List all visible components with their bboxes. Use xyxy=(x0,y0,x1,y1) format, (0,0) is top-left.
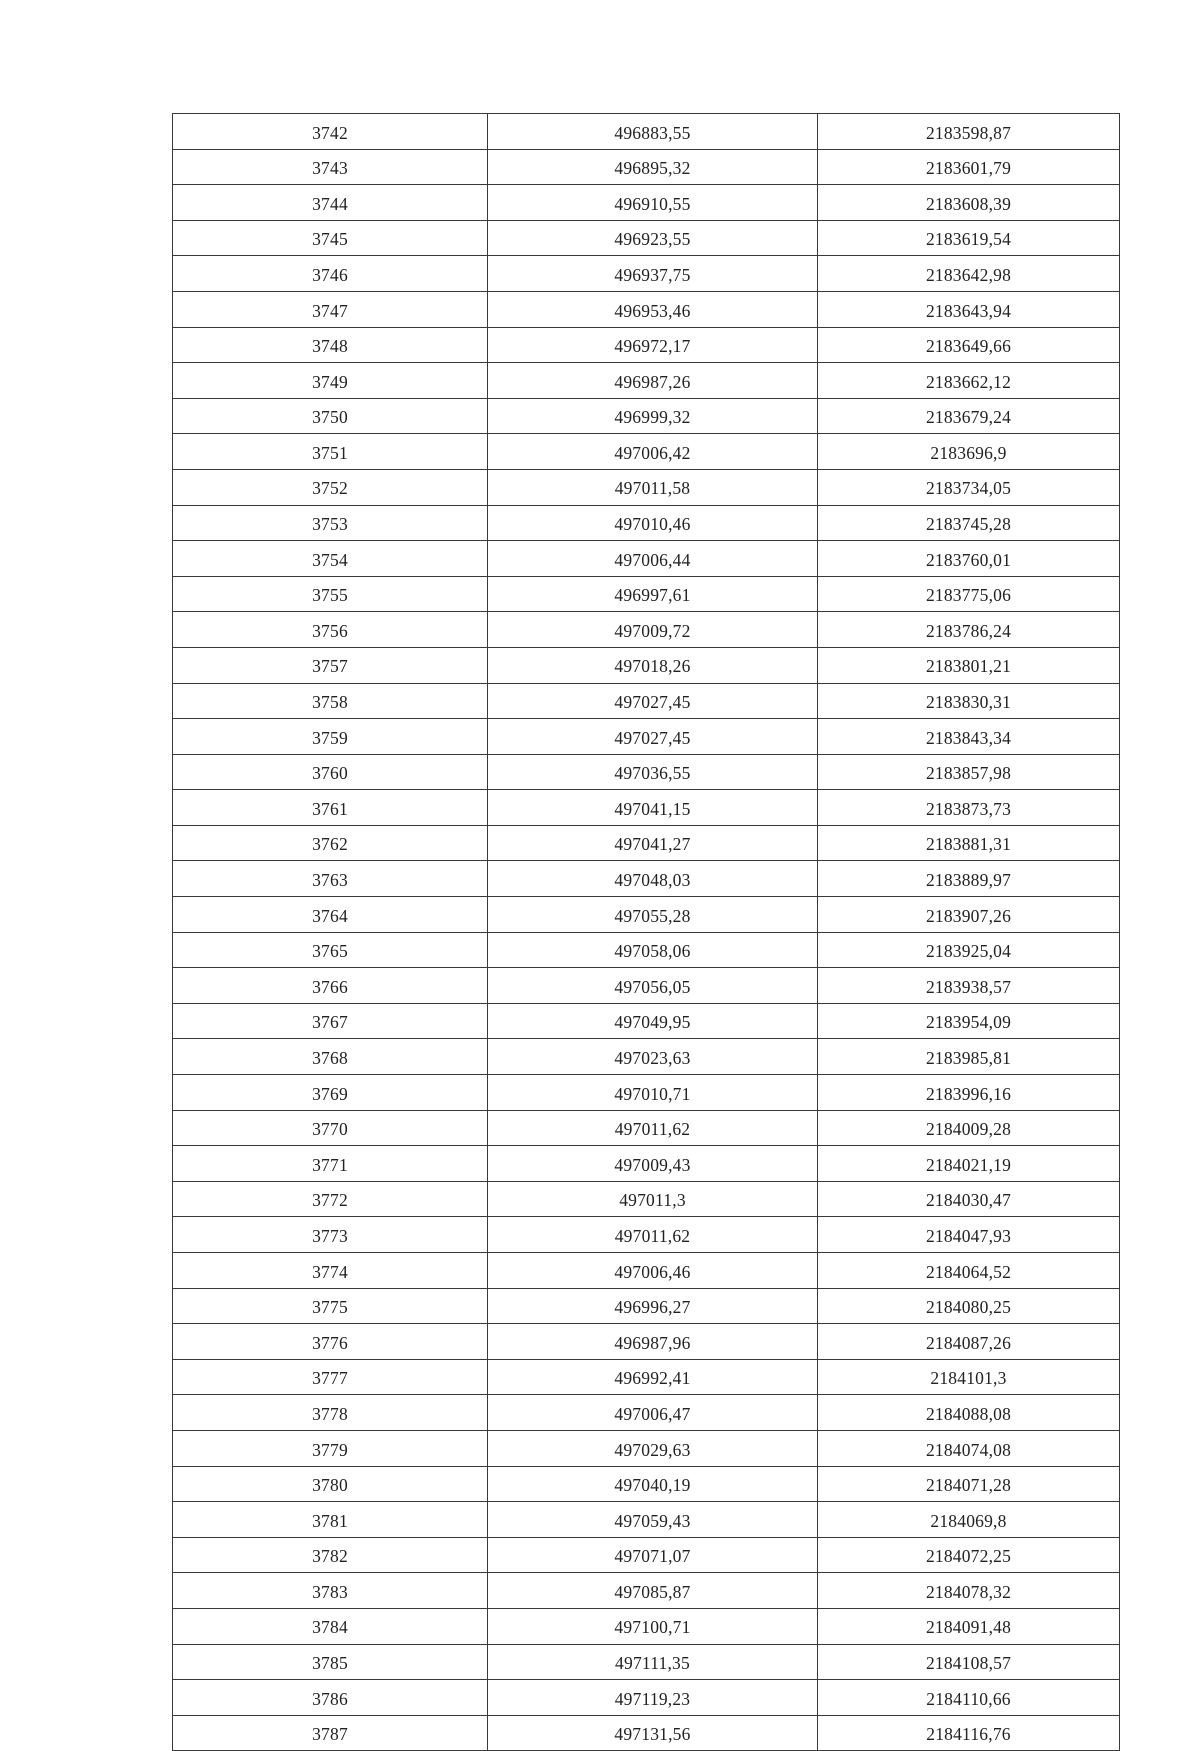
table-row xyxy=(173,1217,1120,1253)
table-row xyxy=(173,612,1120,648)
x-coordinate-cell: 497009,43 xyxy=(488,1146,818,1182)
y-coordinate-cell: 2184074,08 xyxy=(818,1430,1120,1466)
x-coordinate-cell: 497058,06 xyxy=(488,932,818,968)
point-number-cell: 3786 xyxy=(173,1680,488,1716)
point-number-cell: 3787 xyxy=(173,1715,488,1751)
table-row xyxy=(173,790,1120,826)
point-number-cell: 3750 xyxy=(173,398,488,434)
coordinates-table-body xyxy=(173,114,1120,1751)
table-row xyxy=(173,1466,1120,1502)
x-coordinate-cell: 497010,71 xyxy=(488,1075,818,1111)
x-coordinate-cell: 497029,63 xyxy=(488,1430,818,1466)
y-coordinate-cell: 2183889,97 xyxy=(818,861,1120,897)
x-coordinate-cell: 497011,62 xyxy=(488,1217,818,1253)
point-number-cell: 3780 xyxy=(173,1466,488,1502)
y-coordinate-cell: 2184101,3 xyxy=(818,1359,1120,1395)
y-coordinate-cell: 2183830,31 xyxy=(818,683,1120,719)
x-coordinate-cell: 496923,55 xyxy=(488,220,818,256)
y-coordinate-cell: 2183857,98 xyxy=(818,754,1120,790)
y-coordinate-cell: 2183601,79 xyxy=(818,149,1120,185)
coordinates-table xyxy=(172,113,1120,1751)
y-coordinate-cell: 2184021,19 xyxy=(818,1146,1120,1182)
table-row xyxy=(173,1608,1120,1644)
table-row xyxy=(173,647,1120,683)
x-coordinate-cell: 497119,23 xyxy=(488,1680,818,1716)
y-coordinate-cell: 2184071,28 xyxy=(818,1466,1120,1502)
y-coordinate-cell: 2184110,66 xyxy=(818,1680,1120,1716)
table-row xyxy=(173,1039,1120,1075)
table-row xyxy=(173,1680,1120,1716)
table-row xyxy=(173,932,1120,968)
point-number-cell: 3768 xyxy=(173,1039,488,1075)
y-coordinate-cell: 2184069,8 xyxy=(818,1502,1120,1538)
y-coordinate-cell: 2183873,73 xyxy=(818,790,1120,826)
table-row xyxy=(173,1502,1120,1538)
table-row xyxy=(173,434,1120,470)
x-coordinate-cell: 497041,15 xyxy=(488,790,818,826)
y-coordinate-cell: 2183925,04 xyxy=(818,932,1120,968)
y-coordinate-cell: 2183696,9 xyxy=(818,434,1120,470)
point-number-cell: 3762 xyxy=(173,825,488,861)
table-row xyxy=(173,719,1120,755)
x-coordinate-cell: 497049,95 xyxy=(488,1003,818,1039)
table-row xyxy=(173,1288,1120,1324)
x-coordinate-cell: 497006,42 xyxy=(488,434,818,470)
y-coordinate-cell: 2184072,25 xyxy=(818,1537,1120,1573)
x-coordinate-cell: 496883,55 xyxy=(488,114,818,150)
table-row xyxy=(173,1003,1120,1039)
point-number-cell: 3743 xyxy=(173,149,488,185)
y-coordinate-cell: 2183907,26 xyxy=(818,897,1120,933)
point-number-cell: 3766 xyxy=(173,968,488,1004)
x-coordinate-cell: 496992,41 xyxy=(488,1359,818,1395)
table-row xyxy=(173,1573,1120,1609)
point-number-cell: 3746 xyxy=(173,256,488,292)
y-coordinate-cell: 2183801,21 xyxy=(818,647,1120,683)
y-coordinate-cell: 2183938,57 xyxy=(818,968,1120,1004)
x-coordinate-cell: 497027,45 xyxy=(488,719,818,755)
point-number-cell: 3785 xyxy=(173,1644,488,1680)
point-number-cell: 3760 xyxy=(173,754,488,790)
table-row xyxy=(173,114,1120,150)
table-row xyxy=(173,754,1120,790)
x-coordinate-cell: 497006,44 xyxy=(488,541,818,577)
point-number-cell: 3784 xyxy=(173,1608,488,1644)
x-coordinate-cell: 496937,75 xyxy=(488,256,818,292)
point-number-cell: 3749 xyxy=(173,363,488,399)
y-coordinate-cell: 2183649,66 xyxy=(818,327,1120,363)
x-coordinate-cell: 497018,26 xyxy=(488,647,818,683)
y-coordinate-cell: 2183881,31 xyxy=(818,825,1120,861)
table-row xyxy=(173,220,1120,256)
y-coordinate-cell: 2184087,26 xyxy=(818,1324,1120,1360)
x-coordinate-cell: 496996,27 xyxy=(488,1288,818,1324)
table-row xyxy=(173,398,1120,434)
point-number-cell: 3769 xyxy=(173,1075,488,1111)
table-row xyxy=(173,327,1120,363)
point-number-cell: 3778 xyxy=(173,1395,488,1431)
table-row xyxy=(173,1181,1120,1217)
table-row xyxy=(173,1715,1120,1751)
point-number-cell: 3779 xyxy=(173,1430,488,1466)
point-number-cell: 3744 xyxy=(173,185,488,221)
x-coordinate-cell: 497056,05 xyxy=(488,968,818,1004)
y-coordinate-cell: 2184009,28 xyxy=(818,1110,1120,1146)
table-row xyxy=(173,861,1120,897)
x-coordinate-cell: 496972,17 xyxy=(488,327,818,363)
point-number-cell: 3774 xyxy=(173,1253,488,1289)
table-row xyxy=(173,185,1120,221)
point-number-cell: 3748 xyxy=(173,327,488,363)
point-number-cell: 3771 xyxy=(173,1146,488,1182)
point-number-cell: 3757 xyxy=(173,647,488,683)
point-number-cell: 3770 xyxy=(173,1110,488,1146)
x-coordinate-cell: 497011,58 xyxy=(488,469,818,505)
y-coordinate-cell: 2184088,08 xyxy=(818,1395,1120,1431)
point-number-cell: 3756 xyxy=(173,612,488,648)
point-number-cell: 3751 xyxy=(173,434,488,470)
y-coordinate-cell: 2184064,52 xyxy=(818,1253,1120,1289)
table-row xyxy=(173,1324,1120,1360)
x-coordinate-cell: 496910,55 xyxy=(488,185,818,221)
x-coordinate-cell: 497111,35 xyxy=(488,1644,818,1680)
y-coordinate-cell: 2183786,24 xyxy=(818,612,1120,648)
table-row xyxy=(173,1253,1120,1289)
table-row xyxy=(173,968,1120,1004)
x-coordinate-cell: 496895,32 xyxy=(488,149,818,185)
y-coordinate-cell: 2183745,28 xyxy=(818,505,1120,541)
table-row xyxy=(173,1644,1120,1680)
point-number-cell: 3755 xyxy=(173,576,488,612)
table-row xyxy=(173,683,1120,719)
y-coordinate-cell: 2183985,81 xyxy=(818,1039,1120,1075)
x-coordinate-cell: 497131,56 xyxy=(488,1715,818,1751)
x-coordinate-cell: 497040,19 xyxy=(488,1466,818,1502)
point-number-cell: 3772 xyxy=(173,1181,488,1217)
y-coordinate-cell: 2183734,05 xyxy=(818,469,1120,505)
table-row xyxy=(173,897,1120,933)
y-coordinate-cell: 2183643,94 xyxy=(818,291,1120,327)
y-coordinate-cell: 2184030,47 xyxy=(818,1181,1120,1217)
table-row xyxy=(173,825,1120,861)
x-coordinate-cell: 497011,3 xyxy=(488,1181,818,1217)
y-coordinate-cell: 2184116,76 xyxy=(818,1715,1120,1751)
table-row xyxy=(173,576,1120,612)
point-number-cell: 3776 xyxy=(173,1324,488,1360)
point-number-cell: 3742 xyxy=(173,114,488,150)
y-coordinate-cell: 2183619,54 xyxy=(818,220,1120,256)
point-number-cell: 3761 xyxy=(173,790,488,826)
x-coordinate-cell: 497085,87 xyxy=(488,1573,818,1609)
point-number-cell: 3773 xyxy=(173,1217,488,1253)
y-coordinate-cell: 2183679,24 xyxy=(818,398,1120,434)
y-coordinate-cell: 2183954,09 xyxy=(818,1003,1120,1039)
y-coordinate-cell: 2184078,32 xyxy=(818,1573,1120,1609)
table-row xyxy=(173,1110,1120,1146)
x-coordinate-cell: 497041,27 xyxy=(488,825,818,861)
point-number-cell: 3754 xyxy=(173,541,488,577)
x-coordinate-cell: 497010,46 xyxy=(488,505,818,541)
y-coordinate-cell: 2183598,87 xyxy=(818,114,1120,150)
point-number-cell: 3752 xyxy=(173,469,488,505)
point-number-cell: 3745 xyxy=(173,220,488,256)
x-coordinate-cell: 497071,07 xyxy=(488,1537,818,1573)
y-coordinate-cell: 2183642,98 xyxy=(818,256,1120,292)
point-number-cell: 3783 xyxy=(173,1573,488,1609)
table-row xyxy=(173,1395,1120,1431)
point-number-cell: 3775 xyxy=(173,1288,488,1324)
point-number-cell: 3753 xyxy=(173,505,488,541)
y-coordinate-cell: 2183843,34 xyxy=(818,719,1120,755)
x-coordinate-cell: 497023,63 xyxy=(488,1039,818,1075)
x-coordinate-cell: 497027,45 xyxy=(488,683,818,719)
x-coordinate-cell: 497055,28 xyxy=(488,897,818,933)
table-row xyxy=(173,1359,1120,1395)
table-row xyxy=(173,291,1120,327)
point-number-cell: 3764 xyxy=(173,897,488,933)
point-number-cell: 3767 xyxy=(173,1003,488,1039)
point-number-cell: 3747 xyxy=(173,291,488,327)
table-row xyxy=(173,469,1120,505)
x-coordinate-cell: 496997,61 xyxy=(488,576,818,612)
x-coordinate-cell: 497009,72 xyxy=(488,612,818,648)
x-coordinate-cell: 496999,32 xyxy=(488,398,818,434)
x-coordinate-cell: 497100,71 xyxy=(488,1608,818,1644)
table-row xyxy=(173,541,1120,577)
y-coordinate-cell: 2184091,48 xyxy=(818,1608,1120,1644)
table-row xyxy=(173,1537,1120,1573)
point-number-cell: 3782 xyxy=(173,1537,488,1573)
table-row xyxy=(173,1146,1120,1182)
table-row xyxy=(173,505,1120,541)
x-coordinate-cell: 497048,03 xyxy=(488,861,818,897)
y-coordinate-cell: 2184108,57 xyxy=(818,1644,1120,1680)
table-row xyxy=(173,363,1120,399)
y-coordinate-cell: 2184047,93 xyxy=(818,1217,1120,1253)
x-coordinate-cell: 496953,46 xyxy=(488,291,818,327)
x-coordinate-cell: 497011,62 xyxy=(488,1110,818,1146)
x-coordinate-cell: 496987,96 xyxy=(488,1324,818,1360)
x-coordinate-cell: 497059,43 xyxy=(488,1502,818,1538)
point-number-cell: 3777 xyxy=(173,1359,488,1395)
y-coordinate-cell: 2183996,16 xyxy=(818,1075,1120,1111)
y-coordinate-cell: 2184080,25 xyxy=(818,1288,1120,1324)
y-coordinate-cell: 2183775,06 xyxy=(818,576,1120,612)
point-number-cell: 3759 xyxy=(173,719,488,755)
point-number-cell: 3758 xyxy=(173,683,488,719)
table-row xyxy=(173,256,1120,292)
table-row xyxy=(173,1430,1120,1466)
x-coordinate-cell: 497036,55 xyxy=(488,754,818,790)
x-coordinate-cell: 497006,46 xyxy=(488,1253,818,1289)
table-row xyxy=(173,149,1120,185)
y-coordinate-cell: 2183662,12 xyxy=(818,363,1120,399)
table-row xyxy=(173,1075,1120,1111)
y-coordinate-cell: 2183760,01 xyxy=(818,541,1120,577)
x-coordinate-cell: 496987,26 xyxy=(488,363,818,399)
point-number-cell: 3763 xyxy=(173,861,488,897)
x-coordinate-cell: 497006,47 xyxy=(488,1395,818,1431)
point-number-cell: 3781 xyxy=(173,1502,488,1538)
point-number-cell: 3765 xyxy=(173,932,488,968)
y-coordinate-cell: 2183608,39 xyxy=(818,185,1120,221)
